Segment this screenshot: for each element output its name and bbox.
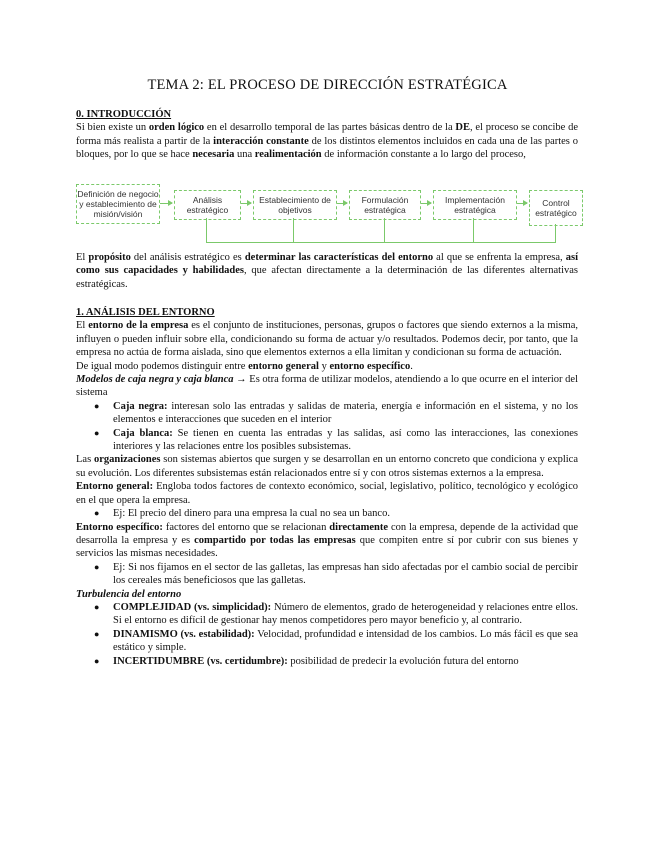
list-item: ● COMPLEJIDAD (vs. simplicidad): Número de elementos, grado de heterogeneidad y relaciones entre ellos. Si el entorno es difícil de gestionar hay menos competidores pero mayor beneficio y, al contrario. [94,601,578,627]
section1-heading: 1. ANÁLISIS DEL ENTORNO [76,307,215,318]
general-environment-paragraph: Entorno general: Engloba todos factores de contexto económico, social, legislativo, político, tecnológico y ecológico en el que opera la empresa. [76,481,579,506]
list-item: ● Ej: Si nos fijamos en el sector de las galletas, las empresas han sido afectadas por el cambio social de percibir los cereales más beneficiosos que las galletas. [94,561,578,587]
feedback-line [293,218,294,243]
list-item: ● Caja blanca: Se tienen en cuenta las entradas y las salidas, así como las interacciones, las conexiones interiores y las relaciones entre los posibles subsistemas. [94,427,578,453]
feedback-line [206,218,207,243]
general-example-list [76,507,578,520]
intro-section [76,108,578,162]
diagram-arrow [241,203,251,204]
feedback-line [473,218,474,243]
box-models-list [76,400,578,454]
page-title: TEMA 2: EL PROCESO DE DIRECCIÓN ESTRATÉGICA [147,77,508,93]
diagram-box-formulacion: Formulación estratégica [349,190,421,220]
diagram-box-implementacion: Implementación estratégica [433,190,517,220]
models-paragraph: Modelos de caja negra y caja blanca → Es otra forma de utilizar modelos, atendiendo a lo que ocurre en el interior del sistema [76,374,578,399]
feedback-line [384,218,385,243]
feedback-line [206,242,556,243]
purpose-paragraph: El propósito del análisis estratégico es determinar las características del entorno al que se enfrenta la empresa, así como sus capacidades y habilidades, que afectan directamente a la determinación de las diferentes alternativas estratégicas. [76,252,579,290]
intro-paragraph: Si bien existe un orden lógico en el desarrollo temporal de las partes básicas dentro de la DE, el proceso se concibe de forma más realista a partir de la interacción constante de los distintos elementos incluidos en cada una de las partes o bloques, por lo que se hace necesaria una realimentación de información constante a lo largo del proceso, [76,122,578,161]
specific-environment-paragraph: Entorno específico: factores del entorno que se relacionan directamente con la empresa, depende de la actividad que desarrolla la empresa y es compartido por todas las empresas que compiten entre sí por cubrir con sus bienes y servicios las mismas necesidades. [76,521,579,560]
list-item: ● DINAMISMO (vs. estabilidad): Velocidad, profundidad e intensidad de los cambios. Lo más fácil es que sea estático y simple. [94,628,578,654]
list-item: ● INCERTIDUMBRE (vs. certidumbre): posibilidad de predecir la evolución futura del entorno [94,655,519,667]
purpose-section [76,251,578,291]
diagram-arrow [517,203,527,204]
list-item: ● Ej: El precio del dinero para una empresa la cual no sea un banco. [94,508,390,520]
diagram-arrow [337,203,347,204]
diagram-arrow [421,203,431,204]
list-item: ● Caja negra: interesan solo las entradas y salidas de materia, energía e información en el sistema, y no los elementos e interacciones que suceden en el interior [94,400,578,426]
turbulence-list [76,601,578,668]
intro-heading: 0. INTRODUCCIÓN [76,109,172,120]
diagram-box-analisis: Análisis estratégico [174,190,241,220]
distinction-paragraph: De igual modo podemos distinguir entre entorno general y entorno específico. [76,360,413,372]
diagram-box-objetivos: Establecimiento de objetivos [253,190,337,220]
process-diagram [76,180,586,248]
entorno-paragraph: El entorno de la empresa es el conjunto de instituciones, personas, grupos o factores que siendo externos a la misma, influyen o pueden influir sobre ella, condicionando su forma de actuar y/o resultados. Podemos decir, por tanto, que la empresa no actúa de forma aislada, sino que elementos externos a ella limitan y condicionan su forma de actuación. [76,320,578,359]
diagram-box-mision: Definición de negocio y establecimiento de misión/visión [76,184,160,224]
diagram-box-control: Control estratégico [529,190,583,226]
organizations-paragraph: Las organizaciones son sistemas abiertos que surgen y se desarrollan en un entorno concreto que condiciona y explica su evolución. Los diferentes subsistemas están relacionados entre sí y con otros sistemas externos a la empresa. [76,454,578,479]
turbulence-heading: Turbulencia del entorno [76,588,182,600]
specific-example-list [76,561,578,588]
feedback-line [555,224,556,243]
section-analisis-entorno [76,306,578,668]
diagram-arrow [160,203,172,204]
